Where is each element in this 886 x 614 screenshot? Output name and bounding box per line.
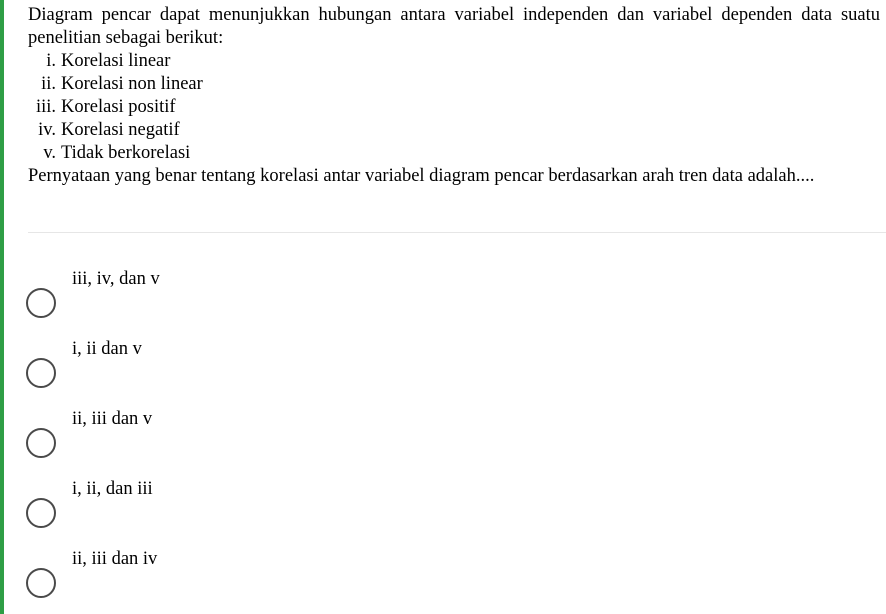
statement-number: i.	[46, 51, 56, 71]
statement-number: ii.	[41, 74, 56, 94]
statement-number: iii.	[35, 97, 56, 117]
answer-option-label[interactable]: iii, iv, dan v	[72, 269, 160, 289]
statement-text: Tidak berkorelasi	[61, 143, 191, 163]
answer-option-a[interactable]	[26, 269, 326, 330]
statement-text: Korelasi negatif	[61, 120, 180, 140]
question-prompt: Pernyataan yang benar tentang korelasi antar variabel diagram pencar berdasarkan arah tren data adalah....	[28, 166, 815, 186]
answer-option-label[interactable]: i, ii dan v	[72, 339, 142, 359]
answer-option-e[interactable]	[26, 549, 326, 610]
answer-option-c[interactable]	[26, 409, 326, 470]
answer-option-label[interactable]: ii, iii dan iv	[72, 549, 158, 569]
answer-option-d[interactable]	[26, 479, 326, 540]
statement-number: v.	[43, 143, 56, 163]
radio-button[interactable]	[26, 498, 56, 528]
statement-text: Korelasi linear	[61, 51, 171, 71]
statement-number: iv.	[38, 120, 56, 140]
statement-text: Korelasi positif	[61, 97, 176, 117]
question-intro: Diagram pencar dapat menunjukkan hubungan antara variabel independen dan variabel dependen data suatu penelitian sebagai berikut:	[28, 5, 880, 48]
answer-option-label[interactable]: i, ii, dan iii	[72, 479, 153, 499]
statement-text: Korelasi non linear	[61, 74, 203, 94]
radio-button[interactable]	[26, 428, 56, 458]
radio-button[interactable]	[26, 568, 56, 598]
answer-option-b[interactable]	[26, 339, 326, 400]
radio-button[interactable]	[26, 288, 56, 318]
radio-button[interactable]	[26, 358, 56, 388]
answer-option-label[interactable]: ii, iii dan v	[72, 409, 153, 429]
